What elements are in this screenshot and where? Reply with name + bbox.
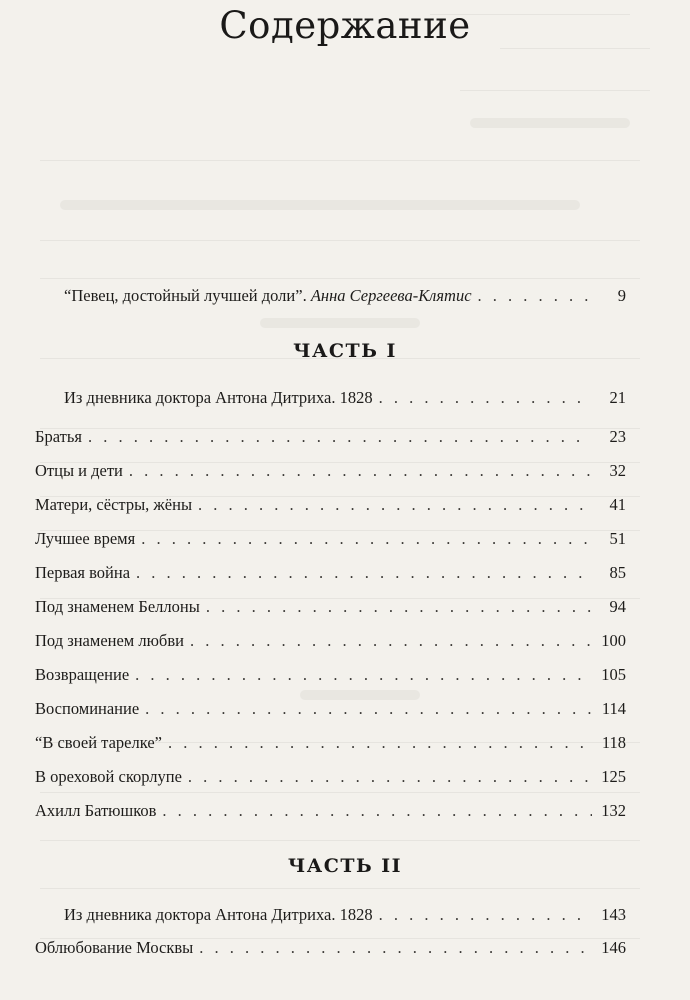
toc-page-number: 9 [617,286,626,305]
toc-entry-label: “В своей тарелке” [35,733,162,752]
toc-entry-label [64,284,472,308]
toc-entry-label: Облюбование Москвы [35,938,194,957]
toc-page-number: 23 [609,427,626,446]
toc-page-number: 125 [601,767,626,786]
toc-entry [35,663,626,687]
leader-dots [379,386,592,410]
leader-dots [190,629,592,653]
toc-entry-label: Из дневника доктора Антона Дитриха. 1828 [64,388,373,407]
toc-page-number: 132 [601,801,626,820]
toc-entry-label: Матери, сёстры, жёны [35,495,193,514]
leader-dots [145,697,592,721]
leader-dots [168,731,592,755]
toc-entry-label: Из дневника доктора Антона Дитриха. 1828 [64,905,373,924]
toc-entry [35,561,626,585]
toc-entry [35,459,626,483]
leader-dots [199,936,592,960]
leader-dots [162,799,592,823]
toc-page-number: 146 [601,938,626,957]
leader-dots [206,595,592,619]
toc-page-number: 114 [601,699,626,718]
toc-entry-label: Воспоминание [35,699,140,718]
toc-entry-label: Под знаменем любви [35,631,184,650]
toc-entry [35,731,626,755]
toc-entry-label: Отцы и дети [35,461,123,480]
leader-dots [141,527,592,551]
preface-author: Анна Сергеева-Клятис [310,286,472,305]
toc-page-number: 85 [609,563,626,582]
toc-entry-label: Под знаменем Беллоны [35,597,200,616]
toc-entry [35,493,626,517]
toc-entry [35,629,626,653]
toc-entry [35,595,626,619]
leader-dots [379,903,592,927]
toc-page-number: 41 [609,495,626,514]
toc-entry-intro [64,386,626,410]
leader-dots [129,459,592,483]
toc-entry [35,697,626,721]
toc-page-number: 118 [601,733,626,752]
toc-entry-label: Ахилл Батюшков [35,801,157,820]
toc-entry-label: Первая война [35,563,131,582]
toc-page-number: 105 [601,665,626,684]
leader-dots [136,561,592,585]
toc-page-number: 32 [609,461,626,480]
toc-page-number: 94 [609,597,626,616]
leader-dots [135,663,592,687]
toc-page-number: 143 [601,905,626,924]
part-heading: ЧАСТЬ II [287,855,403,877]
leader-dots [198,493,592,517]
toc-page-number: 21 [609,388,626,407]
toc-page-number: 100 [601,631,626,650]
toc-entry [35,425,626,449]
toc-entry-label: Братья [35,427,82,446]
toc-entry-label: Возвращение [35,665,130,684]
toc-entry [35,799,626,823]
toc-entry [35,527,626,551]
toc-page-number: 51 [609,529,626,548]
toc-entry-label: Лучшее время [35,529,136,548]
leader-dots [88,425,592,449]
preface-title: “Певец, достойный лучшей доли”. [64,286,307,305]
toc-entry-intro [64,903,626,927]
leader-dots [188,765,592,789]
toc-entry-preface [64,284,626,308]
toc-entry [35,936,626,960]
leader-dots [478,284,592,308]
toc-entry-label: В ореховой скорлупе [35,767,182,786]
toc-entry [35,765,626,789]
page-title: Содержание [219,4,471,47]
part-heading: ЧАСТЬ I [293,340,397,362]
